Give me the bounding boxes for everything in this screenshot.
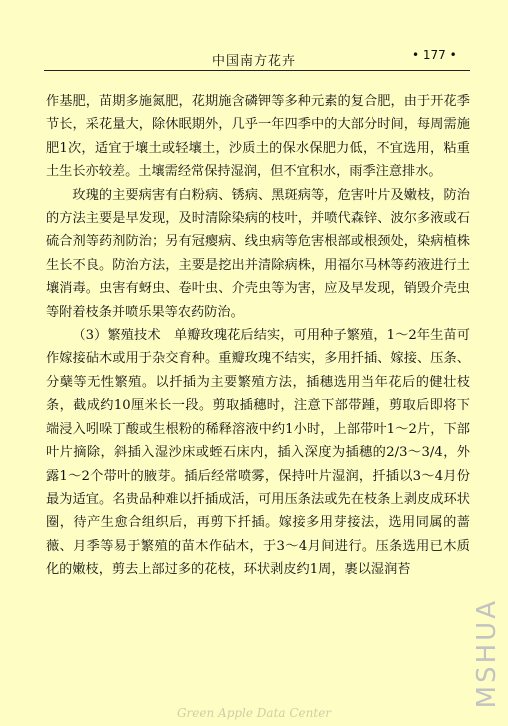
side-watermark: MSHUA [472, 597, 502, 708]
header-rule [44, 70, 470, 71]
running-header-title: 中国南方花卉 [211, 54, 296, 69]
bottom-watermark: Green Apple Data Center [176, 706, 332, 720]
paragraph-propagation: （3）繁殖技术 单瓣玫瑰花后结实，可用种子繁殖，1～2年生苗可作嫁接砧木或用于杂交育种。重瓣玫瑰不结实，多用扦插、嫁接、压条、分蘖等无性繁殖。以扦插为主要繁殖方法，插穗选用当年花后的健壮枝条，截成约10厘米长一段。剪取插穗时，注意下部带踵，剪取后即将下端浸入吲哚丁酸或生根粉的稀释溶液中约1小时，上部带叶1～2片，下部叶片摘除，斜插入湿沙床或蛭石床内，插入深度为插穗的2/3～3/4，外露1～2个带叶的腋芽。插后经常喷雾，保持叶片湿润，扦插以3～4月份最为适宜。名贵品种难以扦插成活，可用压条法或先在枝条上剥皮成环状圈，待产生愈合组织后，再剪下扦插。嫁接多用芽接法，选用同属的蔷薇、月季等易于繁殖的苗木作砧木，于3～4月间进行。压条选用已木质化的嫩枝，剪去上部过多的花枝，环状剥皮约1周，裹以湿润苔 [46, 328, 470, 578]
page-number: • 177 • [412, 48, 457, 62]
paragraph-fertilizer-soil: 作基肥，苗期多施氮肥，花期施含磷钾等多种元素的复合肥，由于开花季节长，采花量大，除休眠期外，几乎一年四季中的大部分时间，每周需施肥1次，适宜于壤土或轻壤土，沙质土的保水保肥力低，不宜选用，粘重土生长亦较差。土壤需经常保持湿润，但不宜积水，雨季注意排水。 [46, 94, 470, 180]
body-text [46, 90, 470, 582]
paragraph-pests-diseases: 玫瑰的主要病害有白粉病、锈病、黑斑病等，危害叶片及嫩枝，防治的方法主要是早发现，及时清除染病的枝叶，并喷代森锌、波尔多液或石硫合剂等药剂防治；另有冠瘿病、线虫病等危害根部或根颈处，染病植株生长不良。防治方法，主要是挖出并清除病株，用福尔马林等药液进行土壤消毒。虫害有蚜虫、卷叶虫、介壳虫等为害，应及早发现，销毁介壳虫等附着枝条并喷乐果等农药防治。 [46, 187, 470, 320]
